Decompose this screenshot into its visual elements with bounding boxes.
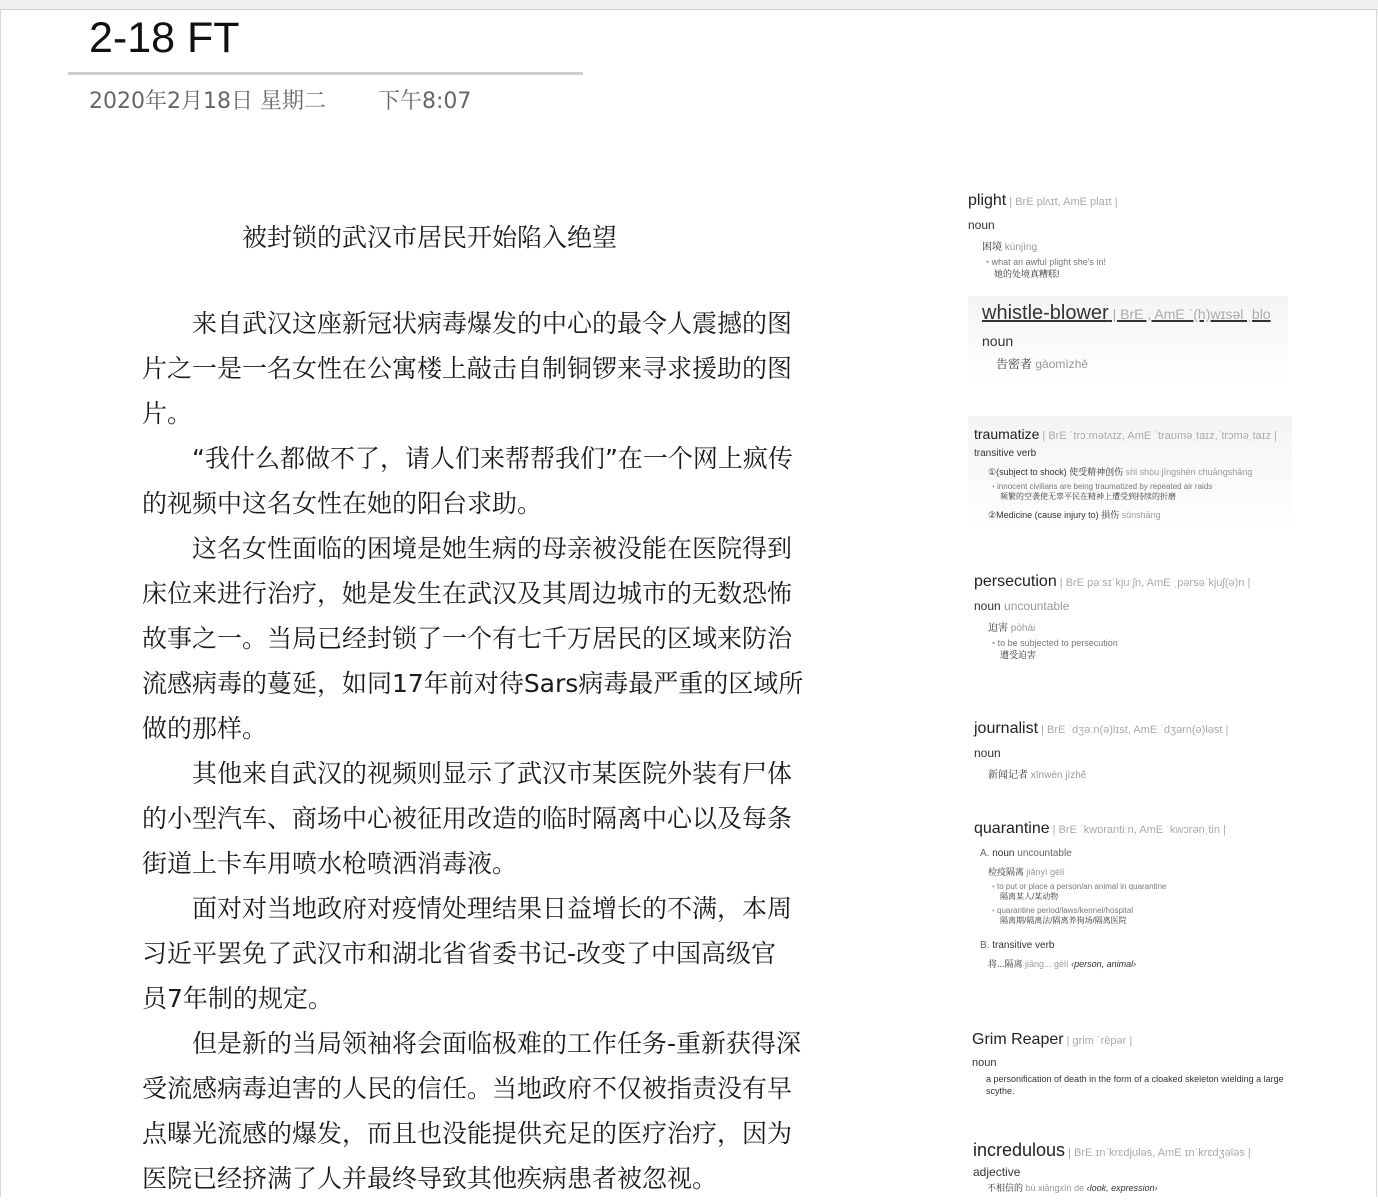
dict-pinyin: sǔnshāng — [1121, 510, 1161, 520]
dict-pronunciation: | BrE ˈtrɔːmətʌɪz, AmE ˈtraʊməˌtaɪz,ˈtrɔməˌtaɪz | — [1039, 430, 1277, 442]
dict-pos: transitive verb — [974, 448, 1037, 459]
dict-translation: 隔离期/隔离法/隔离养狗场/隔离医院 — [1000, 916, 1127, 925]
title-divider — [68, 72, 583, 75]
dict-card-incredulous — [968, 1140, 1291, 1197]
dict-sense: 新闻记者 — [988, 770, 1028, 781]
dict-pronunciation: | BrE ˈdʒəːn(ə)lɪst, AmE ˈdʒərn(ə)ləst | — [1038, 724, 1229, 736]
dict-pronunciation: | BrE ɪnˈkrɛdjʊləs, AmE ɪnˈkrɛdʒələs | — [1065, 1147, 1251, 1159]
dict-example: • to put or place a person/an animal in quarantine — [992, 882, 1292, 891]
paragraph-line: 故事之一。当局已经封锁了一个有七千万居民的区域来防治 — [142, 624, 793, 653]
paragraph-line: 员7年制的规定。 — [142, 984, 333, 1013]
dict-sense: 困境 — [982, 242, 1002, 253]
dict-pos-note: uncountable — [1004, 599, 1070, 613]
paragraph-line: 习近平罢免了武汉市和湖北省省委书记-改变了中国高级官 — [142, 939, 777, 968]
paragraph-line: 做的那样。 — [142, 714, 268, 743]
dict-card-persecution — [968, 573, 1292, 673]
dict-card-quarantine — [968, 820, 1292, 990]
dict-word: incredulous — [973, 1140, 1066, 1160]
article-paragraph[interactable] — [142, 751, 842, 886]
article-paragraph[interactable] — [142, 301, 842, 436]
paragraph-line: 其他来自武汉的视频则显示了武汉市某医院外装有尸体 — [142, 759, 793, 788]
dict-pronunciation: | BrE plʌɪt, AmE plaɪt | — [1006, 196, 1118, 208]
dict-pinyin: gàomìzhě — [1035, 357, 1089, 371]
paragraph-line: 面对对当地政府对疫情处理结果日益增长的不满，本周 — [142, 894, 793, 923]
paragraph-line: 点曝光流感的爆发，而且也没能提供充足的医疗治疗，因为 — [142, 1119, 793, 1148]
dict-card-traumatize — [968, 416, 1292, 530]
dict-example: • quarantine period/laws/kennel/hospital — [992, 906, 1292, 915]
dict-definition: a personification of death in the form of a cloaked skeleton wielding a large scythe. — [986, 1074, 1284, 1096]
dict-translation: 隔离某人/某动物 — [1000, 892, 1059, 901]
dict-word: plight — [968, 192, 1007, 209]
dict-sense: ②Medicine (cause injury to) 損伤 — [988, 510, 1120, 520]
dict-sense: ①(subject to shock) 使受精神创伤 — [988, 467, 1124, 477]
dict-pos: transitive verb — [992, 940, 1055, 951]
dict-translation: 遭受迫害 — [1000, 650, 1037, 660]
paragraph-line: 街道上卡车用喷水枪喷洒消毒液。 — [142, 849, 518, 878]
dict-pinyin: bù xiāngxìn de — [1025, 1183, 1085, 1193]
note-title[interactable]: 2-18 FT — [89, 14, 240, 62]
dict-pos: noun — [972, 1057, 997, 1069]
page-left-border — [0, 9, 1, 1197]
dict-card-journalist — [968, 720, 1292, 790]
paragraph-line: 片。 — [142, 399, 193, 428]
paragraph-line: 这名女性面临的困境是她生病的母亲被没能在医院得到 — [142, 534, 793, 563]
dict-pinyin: xīnwén jìzhě — [1030, 770, 1087, 781]
dict-translation: 她的处境真糟糕! — [994, 269, 1060, 279]
dict-word: Grim Reaper — [972, 1031, 1064, 1048]
dict-pinyin: jiǎnyì gélí — [1026, 867, 1065, 877]
dict-word: quarantine — [974, 820, 1050, 837]
dict-card-plight — [968, 192, 1290, 284]
dict-section-label: A. — [980, 848, 990, 859]
dict-example: • to be subjected to persecution — [992, 638, 1292, 648]
dict-example: • what an awful plight she's in! — [986, 257, 1290, 267]
dict-word: whistle-blower — [982, 302, 1109, 324]
dict-pronunciation: | grim ˈrēpər | — [1063, 1035, 1133, 1047]
dict-word: traumatize — [974, 426, 1040, 442]
paragraph-line: 受流感病毒迫害的人民的信任。当地政府不仅被指责没有早 — [142, 1074, 793, 1103]
dict-word: persecution — [974, 573, 1057, 590]
dict-sense: 检疫隔离 — [988, 867, 1025, 877]
dict-section-label: B. — [980, 940, 990, 951]
dict-pos: noun — [974, 599, 1001, 613]
dict-example: • innocent civilians are being traumatized by repeated air raids — [992, 482, 1292, 491]
dict-pronunciation: | BrE ˈkwɒrantiːn, AmE ˈkwɔrənˌtin | — [1049, 824, 1226, 836]
dict-usage-note: ‹look, expression› — [1086, 1183, 1158, 1193]
paragraph-line: 床位来进行治疗，她是发生在武汉及其周边城市的无数恐怖 — [142, 579, 793, 608]
paragraph-line: 流感病毒的蔓延，如同17年前对待Sars病毒最严重的区域所 — [142, 669, 804, 698]
article-paragraph[interactable] — [142, 1021, 842, 1201]
dict-pos: noun — [974, 746, 1001, 760]
dict-pos: noun — [982, 333, 1014, 349]
paragraph-line: 的视频中这名女性在她的阳台求助。 — [142, 489, 543, 518]
paragraph-line: 来自武汉这座新冠状病毒爆发的中心的最令人震撼的图 — [142, 309, 793, 338]
dict-pos: noun — [968, 218, 995, 232]
paragraph-line: 的小型汽车、商场中心被征用改造的临时隔离中心以及每条 — [142, 804, 793, 833]
dict-sense: 迫害 — [988, 623, 1008, 634]
article-paragraph[interactable] — [142, 436, 842, 526]
dict-pinyin: kùnjìng — [1004, 242, 1038, 253]
page-right-border — [1376, 9, 1377, 1197]
dict-pos-note: uncountable — [1017, 848, 1072, 859]
dict-card-whistle-blower — [968, 296, 1288, 384]
dict-usage-note: ‹person, animal› — [1071, 959, 1137, 969]
note-date: 2020年2月18日 星期二 — [89, 89, 326, 114]
dict-sense: 将...隔离 — [988, 959, 1023, 969]
dict-card-grim-reaper — [968, 1031, 1290, 1101]
dict-word: journalist — [974, 720, 1039, 737]
dict-pronunciation: | BrE , AmE ˈ(h)wɪsəl ˌblo — [1108, 306, 1271, 322]
dict-translation: 频繁的空袭使无辜平民在精神上遭受到持续的折磨 — [1000, 492, 1176, 501]
paragraph-line: 医院已经挤满了人并最终导致其他疾病患者被忽视。 — [142, 1164, 718, 1193]
dict-pos: adjective — [973, 1165, 1021, 1179]
paragraph-line: 片之一是一名女性在公寓楼上敲击自制铜锣来寻求援助的图 — [142, 354, 793, 383]
dict-pinyin: shǐ shòu jīngshén chuāngshāng — [1125, 467, 1253, 477]
paragraph-line: “我什么都做不了，请人们来帮帮我们”在一个网上疯传 — [142, 444, 793, 473]
dict-sense: 告密者 — [996, 357, 1033, 371]
dict-pinyin: pòhài — [1010, 623, 1036, 634]
dict-pos: noun — [992, 848, 1015, 859]
window-top-bar — [0, 0, 1378, 10]
article-title[interactable]: 被封锁的武汉市居民开始陷入绝望 — [242, 223, 618, 252]
dict-sense: 不相信的 — [987, 1183, 1024, 1193]
paragraph-line: 但是新的当局领袖将会面临极难的工作任务-重新获得深 — [142, 1029, 802, 1058]
article-paragraph[interactable] — [142, 886, 842, 1021]
dict-pronunciation: | BrE pəːsɪˈkjuːʃn, AmE ˌpərsəˈkjuʃ(ə)n | — [1056, 577, 1251, 589]
note-time: 下午8:07 — [378, 89, 472, 114]
article-paragraph[interactable] — [142, 526, 842, 751]
dict-pinyin: jiāng... gélí — [1025, 959, 1069, 969]
